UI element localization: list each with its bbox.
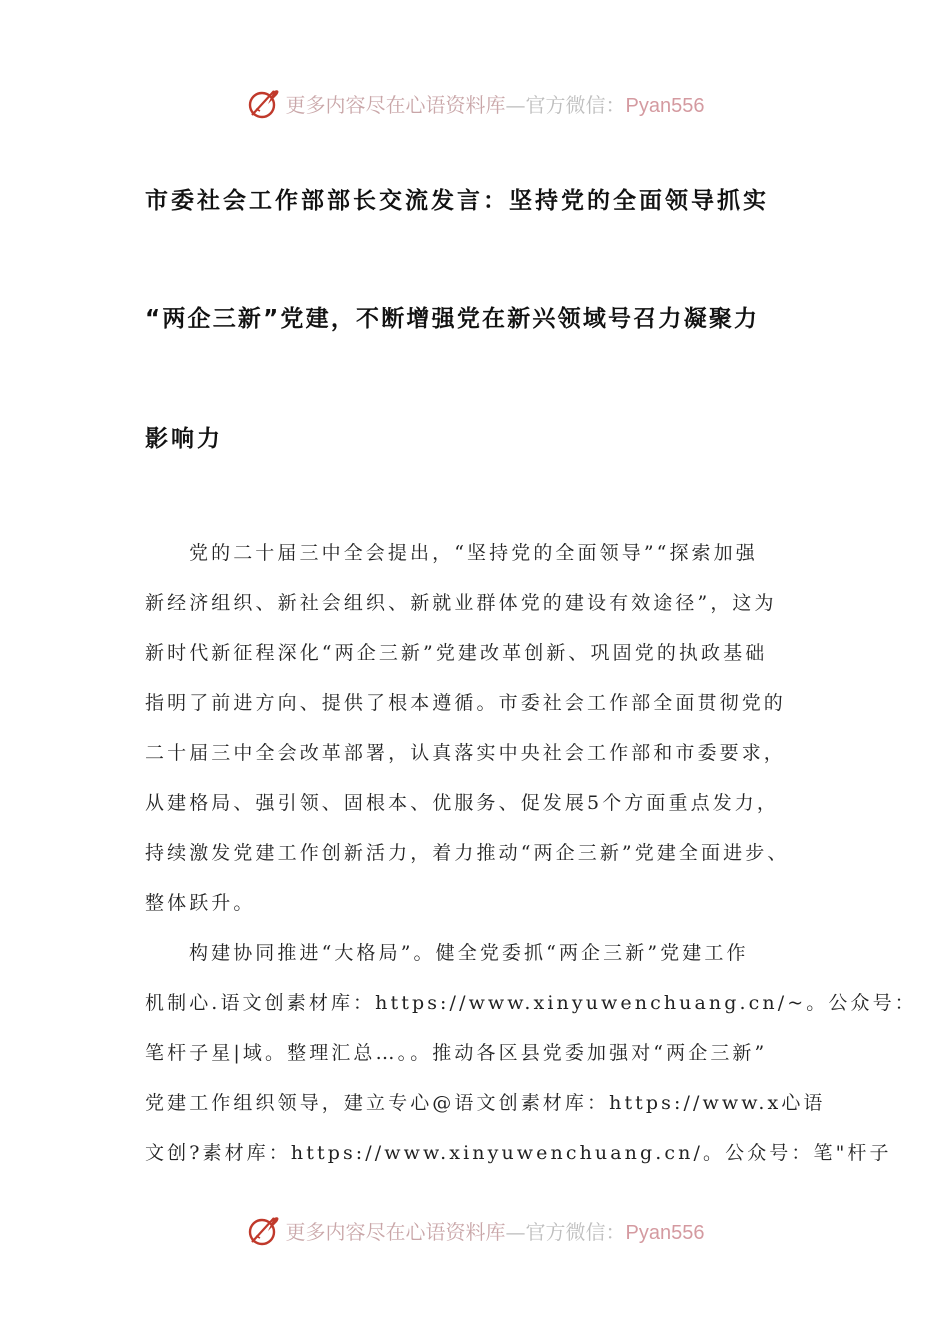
document-title-line-2: “两企三新”党建，不断增强党在新兴领域号召力凝聚力: [145, 306, 760, 332]
banner-wechat-label: 官方微信：: [525, 1219, 626, 1244]
banner-main-text: 更多内容尽在心语资料库: [285, 1219, 506, 1244]
banner-separator: —: [505, 1219, 526, 1244]
paragraph-1: [145, 528, 835, 928]
footer-watermark-banner: [0, 1208, 950, 1252]
banner-text: [286, 1216, 705, 1245]
banner-separator: —: [505, 92, 526, 117]
paragraph-line: 党的二十届三中全会提出，“坚持党的全面领导”“探索加强: [189, 542, 758, 564]
header-watermark-banner: [0, 81, 950, 125]
paragraph-line: 整体跃升。: [145, 892, 256, 914]
document-title-line-3: 影响力: [145, 426, 223, 452]
banner-wechat-label: 官方微信：: [525, 92, 626, 117]
paragraph-line: 新时代新征程深化“两企三新”党建改革创新、巩固党的执政基础: [145, 642, 768, 664]
paragraph-line: 机制心.语文创素材库：https://www.xinyuwenchuang.cn/~。公众号：: [145, 992, 917, 1014]
paragraph-line: 从建格局、强引领、固根本、优服务、促发展5个方面重点发力，: [145, 792, 779, 814]
quill-logo-icon: [246, 85, 282, 121]
quill-logo-icon: [246, 1212, 282, 1248]
paragraph-line: 党建工作组织领导，建立专心@语文创素材库：https://www.x心语: [145, 1092, 826, 1114]
banner-text: [286, 89, 705, 118]
paragraph-line: 构建协同推进“大格局”。健全党委抓“两企三新”党建工作: [189, 942, 749, 964]
document-title-line-1: 市委社会工作部部长交流发言：坚持党的全面领导抓实: [145, 188, 769, 214]
paragraph-line: 新经济组织、新社会组织、新就业群体党的建设有效途径”，这为: [145, 592, 777, 614]
paragraph-line: 指明了前进方向、提供了根本遵循。市委社会工作部全面贯彻党的: [145, 692, 786, 714]
paragraph-line: 笔杆子星|域。整理汇总…。。推动各区县党委加强对“两企三新”: [145, 1042, 768, 1064]
banner-wechat-id: Pyan556: [625, 94, 705, 117]
banner-main-text: 更多内容尽在心语资料库: [285, 92, 506, 117]
banner-wechat-id: Pyan556: [625, 1221, 705, 1244]
document-body: [145, 528, 917, 1178]
paragraph-2: [145, 928, 917, 1178]
paragraph-line: 文创?素材库：https://www.xinyuwenchuang.cn/。公众号：笔"杆子: [145, 1142, 892, 1164]
paragraph-line: 持续激发党建工作创新活力，着力推动“两企三新”党建全面进步、: [145, 842, 790, 864]
paragraph-line: 二十届三中全会改革部署，认真落实中央社会工作部和市委要求，: [145, 742, 786, 764]
